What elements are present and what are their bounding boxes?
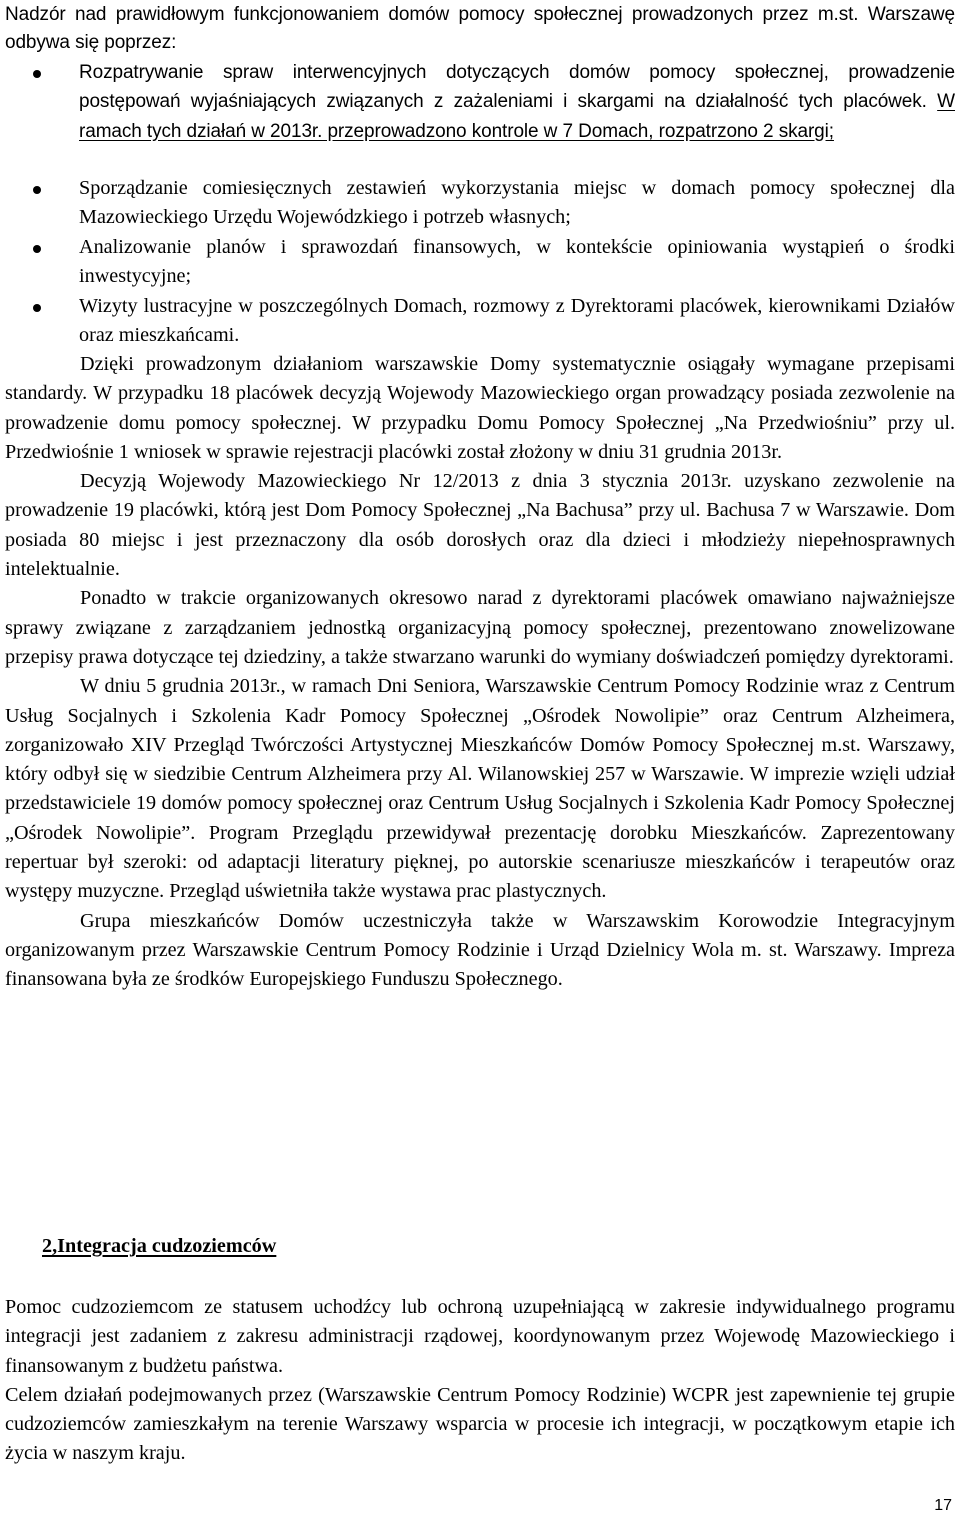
paragraph-meetings: Ponadto w trakcie organizowanych okresowo narad z dyrektorami placówek omawiano najważniejsze sprawy związane z zarządzaniem jednostką organizacyjną pomocy społecznej, prezentowano znowelizowane przepisy prawa dotyczące tej dziedziny, a także stwarzano warunki do wymiany doświadczeń pomiędzy dyrektorami. <box>5 587 955 668</box>
paragraph-foreigners-aid: Pomoc cudzoziemcom ze statusem uchodźcy lub ochroną uzupełniającą w zakresie indywidualnego programu integracji jest zadaniem z zakresu administracji rządowej, koordynowanym przez Wojewodę Mazowieckiego i finansowanym z budżetu państwa. <box>5 1296 955 1377</box>
bullet-underlined-text: W ramach tych działań w 2013r. przeprowadzono kontrole w 7 Domach, rozpatrzono 2 skargi; <box>79 91 955 142</box>
section-heading: 2,Integracja cudzoziemców <box>42 1235 277 1257</box>
bullet-item-interventions <box>0 58 960 174</box>
bullet-text: Rozpatrywanie spraw interwencyjnych dotyczących domów pomocy społecznej, prowadzenie postępowań wyjaśniających związanych z zażaleniami i skargami na działalność tych placówek. <box>79 62 955 113</box>
body-text-block <box>5 350 955 995</box>
bullet-item-reports <box>0 174 960 233</box>
bullet-dot-icon <box>33 70 41 78</box>
bullet-dot-icon <box>33 186 41 194</box>
bullet-item-financial-analysis <box>0 233 960 292</box>
bullet-dot-icon <box>33 245 41 253</box>
bullet-text: Wizyty lustracyjne w poszczególnych Domach, rozmowy z Dyrektorami placówek, kierownikami Działów oraz mieszkańcami. <box>79 295 955 347</box>
page-number: 17 <box>934 1497 952 1514</box>
oversight-bullet-list <box>0 58 960 352</box>
bullet-text: Sporządzanie comiesięcznych zestawień wykorzystania miejsc w domach pomocy społecznej dla Mazowieckiego Urzędu Wojewódzkiego i potrzeb własnych; <box>79 177 955 229</box>
paragraph-senior-days: W dniu 5 grudnia 2013r., w ramach Dni Seniora, Warszawskie Centrum Pomocy Rodzinie wraz z Centrum Usług Socjalnych i Szkolenia Kadr Pomocy Społecznej „Ośrodek Nowolipie” oraz Centrum Alzheimera, zorganizowało XIV Przegląd Twórczości Artystycznej Mieszkańców Domów Pomocy Społecznej m.st. Warszawy, który odbył się w siedzibie Centrum Alzheimera przy Al. Wilanowskiej 257 w Warszawie. W imprezie wzięli udział przedstawiciele 19 domów pomocy społecznej oraz Centrum Usług Socjalnych i Szkolenia Kadr Pomocy Społecznej „Ośrodek Nowolipie”. Program Przeglądu przewidywał prezentację dorobku Mieszkańców. Zaprezentowany repertuar był szeroki: od adaptacji literatury pięknej, po autorskie scenariusze mieszkańców i terapeutów oraz występy muzyczne. Przegląd uświetniła także wystawa prac plastycznych. <box>5 675 955 903</box>
bullet-text: Analizowanie planów i sprawozdań finansowych, w kontekście opiniowania wystąpień o środki inwestycyjne; <box>79 236 955 288</box>
paragraph-wcpr-goal: Celem działań podejmowanych przez (Warszawskie Centrum Pomocy Rodzinie) WCPR jest zapewnienie tej grupie cudzoziemców zamieszkałym na terenie Warszawy wsparcia w procesie ich integracji, w początkowym etapie ich życia w naszym kraju. <box>5 1383 955 1465</box>
bullet-item-inspections <box>0 292 960 352</box>
bullet-dot-icon <box>33 304 41 312</box>
paragraph-decision: Decyzją Wojewody Mazowieckiego Nr 12/2013 z dnia 3 stycznia 2013r. uzyskano zezwolenie na prowadzenie 19 placówki, którą jest Dom Pomocy Społecznej „Na Bachusa” przy ul. Bachusa 7 w Warszawie. Dom posiada 80 miejsc i jest przeznaczony dla osób dorosłych oraz dla dzieci i młodzieży niepełnosprawnych intelektualnie. <box>5 470 955 581</box>
intro-paragraph: Nadzór nad prawidłowym funkcjonowaniem domów pomocy społecznej prowadzonych przez m.st. Warszawę odbywa się poprzez: <box>5 4 955 53</box>
paragraph-standards: Dzięki prowadzonym działaniom warszawskie Domy systematycznie osiągały wymagane przepisami standardy. W przypadku 18 placówek decyzją Wojewody Mazowieckiego organ prowadzący posiada zezwolenie na prowadzenie domu pomocy społecznej. W przypadku Domu Pomocy Społecznej „Na Przedwiośniu” przy ul. Przedwiośnie 1 wniosek w sprawie rejestracji placówki został złożony w dniu 31 grudnia 2013r. <box>5 353 955 463</box>
paragraph-parade: Grupa mieszkańców Domów uczestniczyła także w Warszawskim Korowodzie Integracyjnym organizowanym przez Warszawskie Centrum Pomocy Rodzinie i Urząd Dzielnicy Wola m. st. Warszawy. Impreza finansowana była ze środków Europejskiego Funduszu Społecznego. <box>5 909 955 991</box>
section-body <box>5 1293 955 1469</box>
